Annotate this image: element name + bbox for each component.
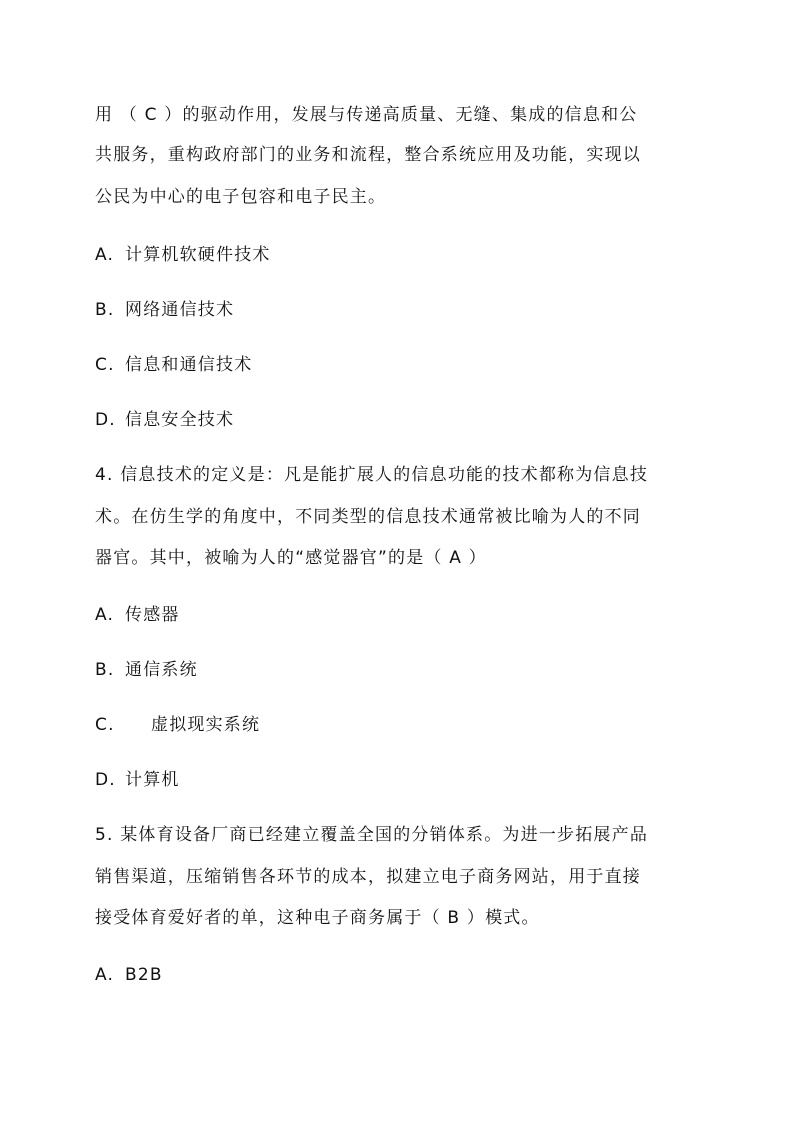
question-5-line-2: 销售渠道，压缩销售各环节的成本，拟建立电子商务网站，用于直接 (95, 867, 641, 887)
option-letter: C. (95, 715, 115, 735)
option-letter: A. (95, 245, 115, 265)
question-4-line-3: 器官。其中，被喻为人的“感觉器官”的是（ A ） (95, 548, 487, 568)
option-letter: A. (95, 605, 115, 625)
question-5-option-a (95, 963, 715, 987)
question-3-option-d (95, 408, 715, 432)
option-letter: C. (95, 355, 115, 375)
question-4-option-b (95, 658, 715, 682)
option-letter: B. (95, 300, 115, 320)
option-letter: D. (95, 770, 116, 790)
question-4-option-a (95, 603, 715, 627)
question-5-line-3: 接受体育爱好者的单，这种电子商务属于（ B ）模式。 (95, 908, 540, 928)
question-3-line-2: 共服务，重构政府部门的业务和流程，整合系统应用及功能，实现以 (95, 145, 641, 165)
option-text: 计算机软硬件技术 (125, 245, 271, 265)
question-4-option-c (95, 713, 715, 737)
question-3-option-c (95, 353, 715, 377)
option-letter: B. (95, 660, 115, 680)
option-letter: A. (95, 965, 115, 985)
option-text: 虚拟现实系统 (151, 715, 261, 735)
option-text: B2B (125, 965, 163, 985)
option-text: 通信系统 (125, 660, 198, 680)
question-4-line-1: 4. 信息技术的定义是：凡是能扩展人的信息功能的技术都称为信息技 (95, 465, 649, 485)
question-3-line-3: 公民为中心的电子包容和电子民主。 (95, 187, 387, 207)
option-text: 网络通信技术 (125, 300, 235, 320)
question-4-option-d (95, 768, 715, 792)
option-letter: D. (95, 410, 116, 430)
option-text: 传感器 (125, 605, 180, 625)
option-text: 信息和通信技术 (125, 355, 253, 375)
question-4-line-2: 术。在仿生学的角度中，不同类型的信息技术通常被比喻为人的不同 (95, 507, 641, 527)
question-3-option-b (95, 298, 715, 322)
question-3-option-a (95, 243, 715, 267)
question-3-line-1: 用 （ C ）的驱动作用，发展与传递高质量、无缝、集成的信息和公 (95, 105, 638, 125)
option-text: 计算机 (125, 770, 180, 790)
question-5-line-1: 5. 某体育设备厂商已经建立覆盖全国的分销体系。为进一步拓展产品 (95, 825, 649, 845)
option-text: 信息安全技术 (125, 410, 235, 430)
